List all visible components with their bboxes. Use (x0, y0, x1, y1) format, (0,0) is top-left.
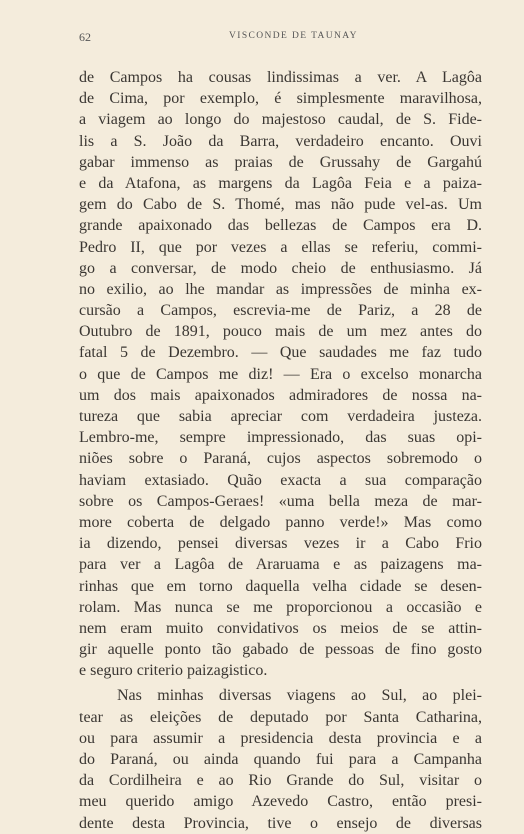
text-line: niões sobre o Paraná, cujos aspectos sobremodo o (79, 450, 482, 468)
text-line: do Paraná, ou ainda quando fui para a Campanha (79, 751, 482, 768)
text-line: haviam extasiado. Quão exacta a sua comparação (79, 471, 482, 489)
text-line: ia dizendo, pensei diversas vezes ir a Cabo Frio (79, 535, 482, 553)
text-line: meu querido amigo Azevedo Castro, então presi- (79, 793, 482, 811)
running-title: VISCONDE DE TAUNAY (229, 31, 358, 41)
paragraph (79, 67, 482, 681)
text-line: Outubro de 1891, pouco mais de um mez antes do (79, 323, 482, 341)
text-line: nem eram muito convidativos os meios de se attin- (79, 619, 482, 637)
text-line: Lembro-me, sempre impressionado, das suas opi- (79, 429, 482, 447)
text-line: e da Atafona, as margens da Lagôa Feia e a paiza- (79, 174, 482, 192)
text-line: para ver a Lagôa de Araruama e as paizagens ma- (79, 556, 482, 574)
text-line: tear as eleições de deputado por Santa Catharina, (79, 708, 482, 726)
text-line: more coberta de delgado panno verde!» Mas como (79, 513, 482, 531)
body-text (79, 67, 482, 834)
text-line: da Cordilheira e ao Rio Grande do Sul, visitar o (79, 772, 482, 790)
text-line: rolam. Mas nunca se me proporcionou a occasião e (79, 598, 482, 616)
text-line: fatal 5 de Dezembro. — Que saudades me faz tudo (79, 344, 482, 362)
text-line: rinhas que em torno daquella velha cidade se desen- (79, 577, 482, 595)
text-line: cursão a Campos, escrevia-me de Pariz, a 28 de (79, 302, 482, 320)
text-line: de Campos ha cousas lindissimas a ver. A Lagôa (79, 69, 482, 86)
text-line: gabar immenso as praias de Grussahy de Gargahú (79, 153, 482, 171)
text-line: e seguro criterio paizagistico. (79, 662, 268, 680)
text-line: ou para assumir a presidencia desta provincia e a (79, 729, 482, 747)
text-line: gem do Cabo de S. Thomé, mas não pude vel-as. Um (79, 196, 482, 214)
paragraph (79, 685, 482, 833)
text-line: gir aquelle ponto tão gabado de pessoas de fino gosto (79, 641, 482, 659)
page-number: 62 (79, 30, 91, 44)
text-line: grande apaixonado das bellezas de Campos era D. (79, 217, 482, 235)
text-line: dente desta Provincia, tive o ensejo de diversas (79, 814, 482, 832)
text-line: o que de Campos me diz! — Era o excelso monarcha (79, 365, 482, 383)
text-line: a viagem ao longo do majestoso caudal, de S. Fide- (79, 111, 482, 129)
text-line: Pedro II, que por vezes a ellas se referiu, commi- (79, 238, 482, 256)
text-line: de Cima, por exemplo, é simplesmente maravilhosa, (79, 90, 482, 108)
text-line: lis a S. João da Barra, verdadeiro encanto. Ouvi (79, 132, 482, 150)
text-line: Nas minhas diversas viagens ao Sul, ao plei- (117, 687, 482, 705)
text-line: sobre os Campos-Geraes! «uma bella meza de mar- (79, 492, 482, 510)
text-line: go a conversar, de modo cheio de enthusiasmo. Já (79, 259, 482, 277)
text-line: um dos mais apaixonados admiradores de nossa na- (79, 386, 482, 404)
text-line: tureza que sabia apreciar com verdadeira justeza. (79, 408, 482, 425)
text-line: no exilio, ao lhe mandar as impressões de minha ex- (79, 280, 482, 298)
running-head (79, 30, 484, 46)
